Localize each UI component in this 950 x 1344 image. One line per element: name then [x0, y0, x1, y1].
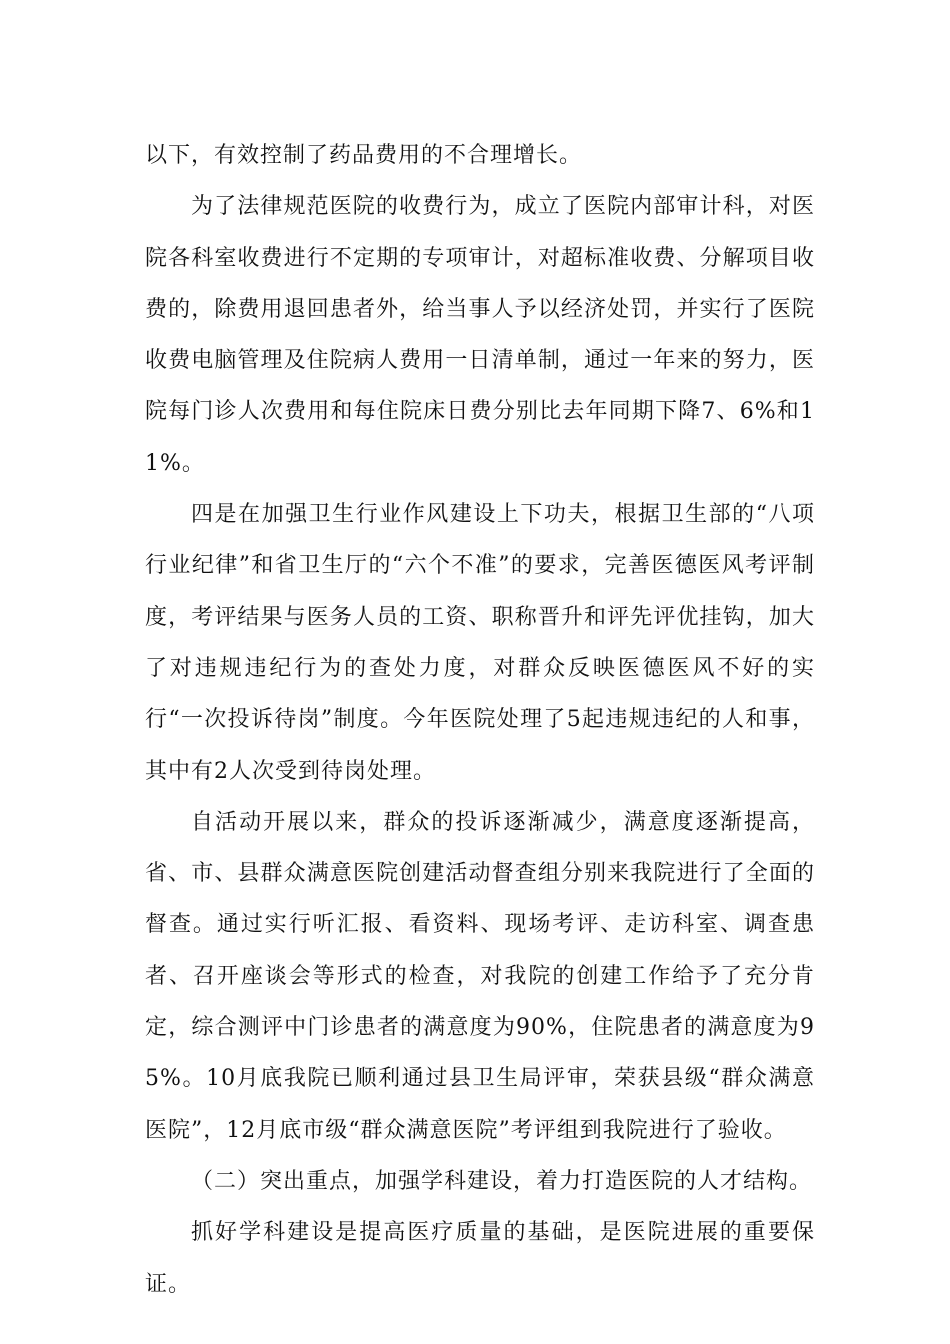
document-body [145, 130, 815, 1310]
paragraph-3: 四是在加强卫生行业作风建设上下功夫，根据卫生部的“八项行业纪律”和省卫生厅的“六个不准”的要求，完善医德医风考评制度，考评结果与医务人员的工资、职称晋升和评先评优挂钩，加大了对违规违纪行为的查处力度，对群众反映医德医风不好的实行“一次投诉待岗”制度。今年医院处理了5起违规违纪的人和事，其中有2人次受到待岗处理。 [145, 502, 815, 784]
paragraph-2: 为了法律规范医院的收费行为，成立了医院内部审计科，对医院各科室收费进行不定期的专项审计，对超标准收费、分解项目收费的，除费用退回患者外，给当事人予以经济处罚，并实行了医院收费电脑管理及住院病人费用一日清单制，通过一年来的努力，医院每门诊人次费用和每住院床日费分别比去年同期下降7、6%和11%。 [145, 194, 815, 476]
section-heading: （二）突出重点，加强学科建设，着力打造医院的人才结构。 [191, 1168, 813, 1194]
paragraph-5: 抓好学科建设是提高医疗质量的基础，是医院进展的重要保证。 [145, 1220, 815, 1297]
paragraph-1: 以下，有效控制了药品费用的不合理增长。 [145, 143, 583, 168]
paragraph-4: 自活动开展以来，群众的投诉逐渐减少，满意度逐渐提高，省、市、县群众满意医院创建活动督查组分别来我院进行了全面的督查。通过实行听汇报、看资料、现场考评、走访科室、调查患者、召开座谈会等形式的检查，对我院的创建工作给予了充分肯定，综合测评中门诊患者的满意度为90%，住院患者的满意度为95%。10月底我院已顺利通过县卫生局评审，荣获县级“群众满意医院”，12月底市级“群众满意医院”考评组到我院进行了验收。 [145, 809, 815, 1143]
